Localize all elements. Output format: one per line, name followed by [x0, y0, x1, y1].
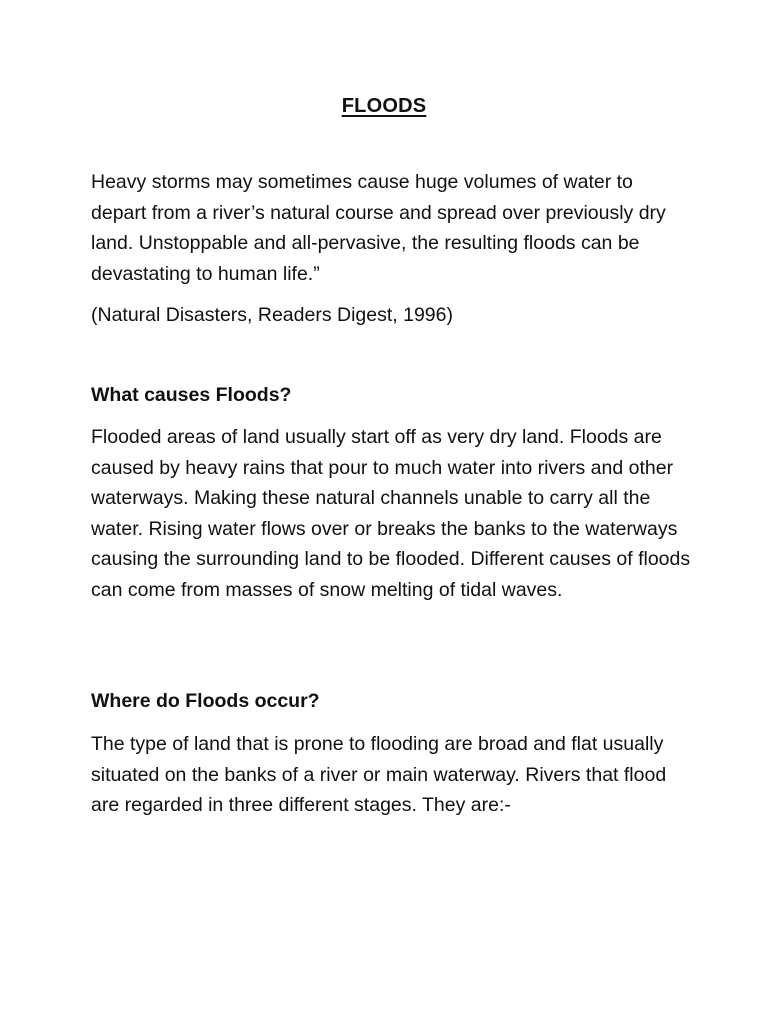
intro-quote-paragraph: Heavy storms may sometimes cause huge volumes of water to depart from a river’s natural course and spread over previously dry land. Unstoppable and all-pervasive, the resulting floods can be devastating to human life.” — [91, 171, 666, 285]
citation: (Natural Disasters, Readers Digest, 1996) — [91, 304, 453, 326]
section-body-causes: Flooded areas of land usually start off as very dry land. Floods are caused by heavy rains that pour to much water into rivers and other waterways. Making these natural channels unable to carry all the water. Rising water flows over or breaks the banks to the waterways causing the surrounding land to be flooded. Different causes of floods can come from masses of snow melting of tidal waves. — [91, 426, 691, 601]
section-heading-causes: What causes Floods? — [91, 384, 292, 406]
page-title: FLOODS — [341, 95, 427, 117]
section-body-where: The type of land that is prone to flooding are broad and flat usually situated on the banks of a river or main waterway. Rivers that flood are regarded in three different stages. They are:- — [91, 733, 667, 816]
section-heading-where: Where do Floods occur? — [91, 690, 320, 712]
